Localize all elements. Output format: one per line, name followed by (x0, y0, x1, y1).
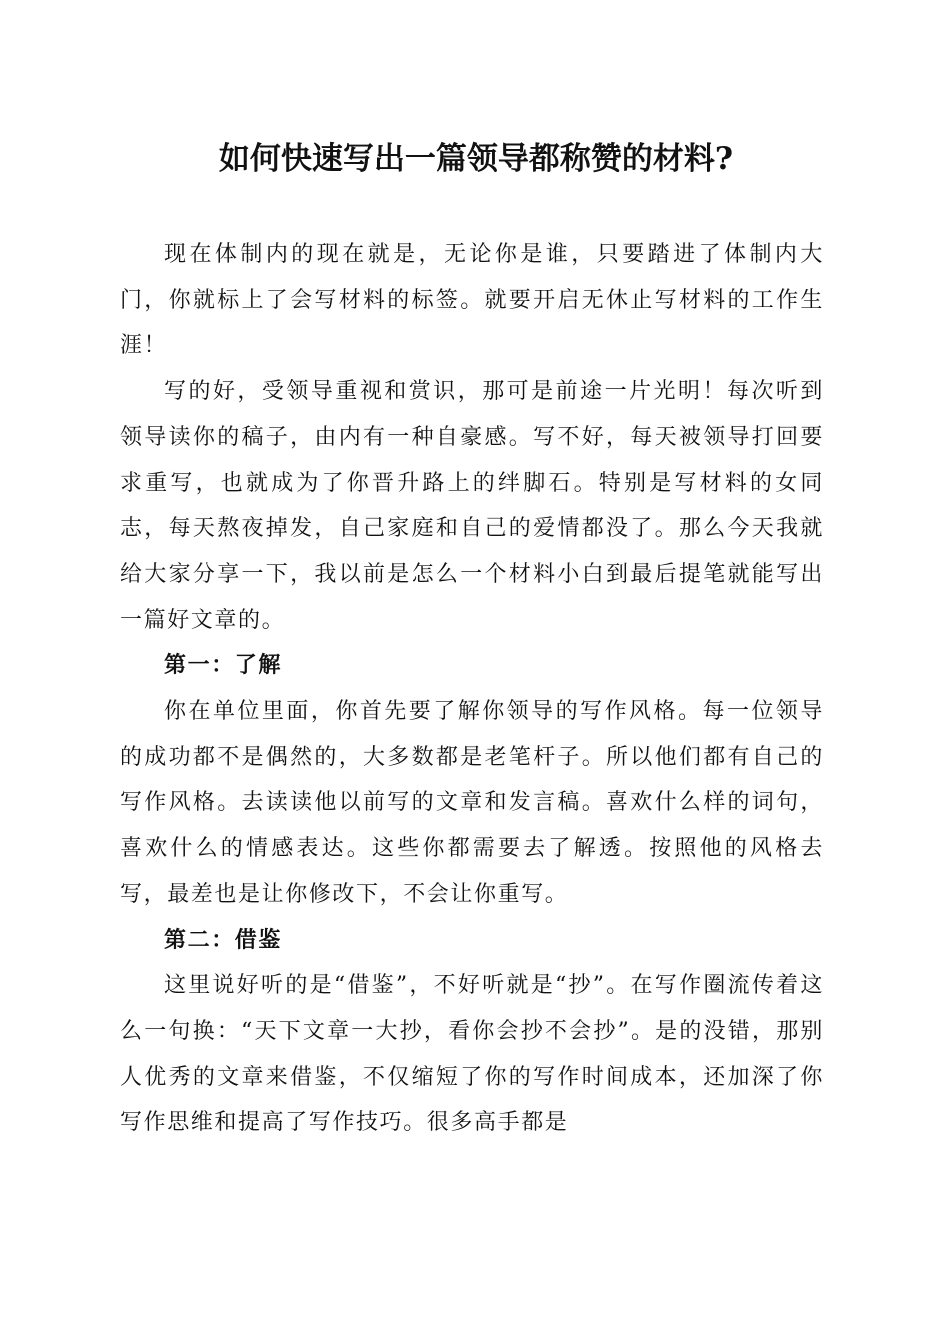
section-paragraph-understand: 你在单位里面，你首先要了解你领导的写作风格。每一位领导的成功都不是偶然的，大多数都是老笔杆子。所以他们都有自己的写作风格。去读读他以前写的文章和发言稿。喜欢什么样的词句，喜欢什么的情感表达。这些你都需要去了解透。按照他的风格去写，最差也是让你修改下，不会让你重写。 (120, 699, 824, 907)
section-heading-reference: 第二：借鉴 (164, 926, 283, 953)
intro-paragraph: 写的好，受领导重视和赏识，那可是前途一片光明！每次听到领导读你的稿子，由内有一种自豪感。写不好，每天被领导打回要求重写，也就成为了你晋升路上的绊脚石。特别是写材料的女同志，每天熬夜掉发，自己家庭和自己的爱情都没了。那么今天我就给大家分享一下，我以前是怎么一个材料小白到最后提笔就能写出一篇好文章的。 (120, 379, 824, 633)
intro-paragraph: 现在体制内的现在就是，无论你是谁，只要踏进了体制内大门，你就标上了会写材料的标签。就要开启无休止写材料的工作生涯！ (120, 242, 824, 359)
section-paragraph-reference: 这里说好听的是“借鉴”，不好听就是“抄”。在写作圈流传着这么一句换：“天下文章一大抄，看你会抄不会抄”。是的没错，那别人优秀的文章来借鉴，不仅缩短了你的写作时间成本，还加深了你写作思维和提高了写作技巧。很多高手都是 (120, 973, 824, 1136)
document-title: 如何快速写出一篇领导都称赞的材料? (218, 141, 734, 177)
section-heading-understand: 第一：了解 (164, 652, 283, 679)
document-body (120, 232, 824, 1146)
